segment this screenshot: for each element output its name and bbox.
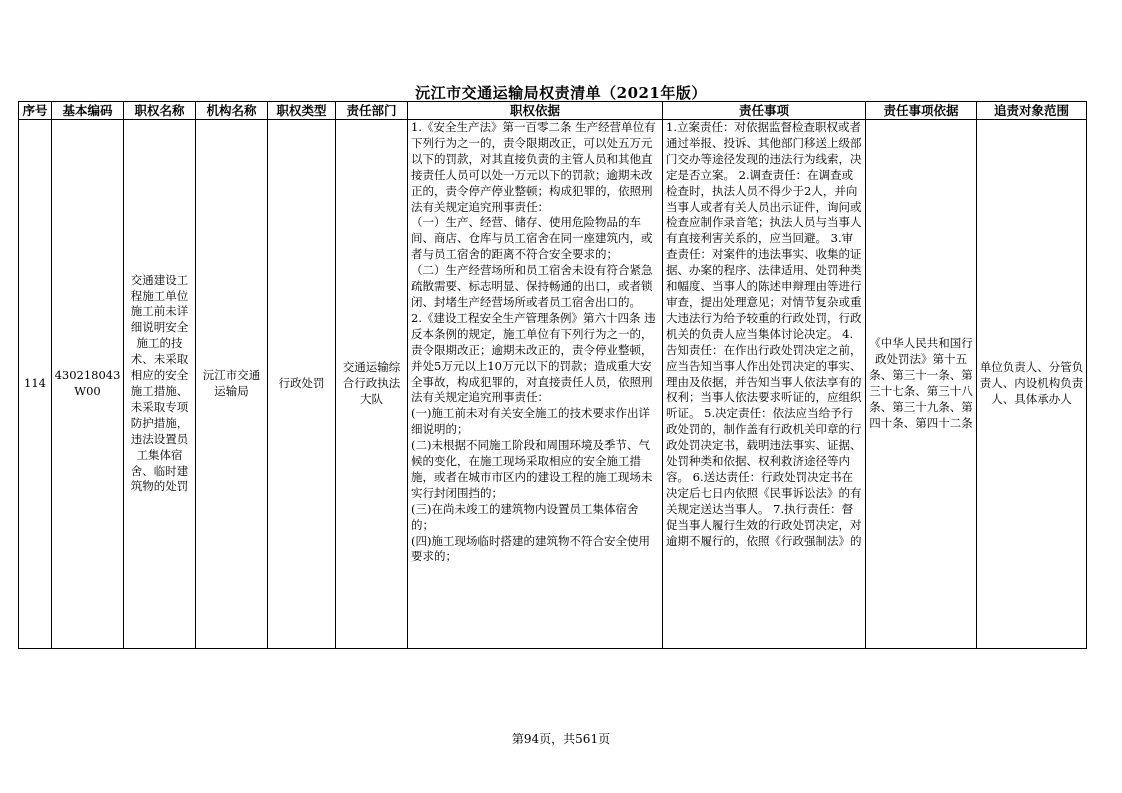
header-accountable: 追责对象范围 <box>977 102 1087 120</box>
page-number: 第94页，共561页 <box>511 732 611 746</box>
basis-paragraph: （二）生产经营场所和员工宿舍未设有符合紧急疏散需要、标志明显、保持畅通的出口，或者锁闭、封堵生产经营场所或者员工宿舍出口的。 <box>411 263 653 309</box>
power-list-table <box>18 101 1087 649</box>
cell-code: 430218043W00 <box>52 120 124 649</box>
header-index: 序号 <box>19 102 52 120</box>
header-power-name: 职权名称 <box>124 102 196 120</box>
header-duty-basis: 责任事项依据 <box>866 102 977 120</box>
cell-duty-basis: 《中华人民共和国行政处罚法》第十五条、第三十一条、第三十七条、第三十八条、第三十九条、第四十条、第四十二条 <box>866 120 977 649</box>
basis-paragraph: (一)施工前未对有关安全施工的技术要求作出详细说明的； <box>411 406 650 437</box>
page-title: 沅江市交通运输局权责清单（2021年版） <box>415 84 707 102</box>
cell-agency: 沅江市交通运输局 <box>196 120 268 649</box>
cell-department: 交通运输综合行政执法大队 <box>336 120 408 649</box>
table-row <box>19 120 1087 649</box>
header-basis: 职权依据 <box>408 102 663 120</box>
header-code: 基本编码 <box>52 102 124 120</box>
header-duties: 责任事项 <box>663 102 866 120</box>
header-agency: 机构名称 <box>196 102 268 120</box>
table-header-row <box>19 102 1087 120</box>
cell-power-name: 交通建设工程施工单位施工前未详细说明安全施工的技术、未采取相应的安全施工措施、未采取专项防护措施，违法设置员工集体宿舍、临时建筑物的处罚 <box>124 120 196 649</box>
cell-power-type: 行政处罚 <box>268 120 336 649</box>
basis-paragraph: (四)施工现场临时搭建的建筑物不符合安全使用要求的； <box>411 533 650 564</box>
basis-paragraph: 2.《建设工程安全生产管理条例》第六十四条 违反本条例的规定，施工单位有下列行为之一的，责令限期改正；逾期未改正的，责令停业整顿，并处5万元以上10万元以下的罚款；造成重大安全事故，构成犯罪的，对直接责任人员，依照刑法有关规定追究刑事责任： <box>411 310 656 405</box>
header-power-type: 职权类型 <box>268 102 336 120</box>
cell-basis <box>408 120 663 649</box>
cell-accountable: 单位负责人、分管负责人、内设机构负责人、具体承办人 <box>977 120 1087 649</box>
basis-paragraph: 1.《安全生产法》第一百零二条 生产经营单位有下列行为之一的，责令限期改正，可以处五万元以下的罚款，对其直接负责的主管人员和其他直接责任人员可以处一万元以下的罚款；逾期未改正的，责令停产停业整顿；构成犯罪的，依照刑法有关规定追究刑事责任： <box>411 120 656 214</box>
basis-paragraph: （一）生产、经营、储存、使用危险物品的车间、商店、仓库与员工宿舍在同一座建筑内，或者与员工宿舍的距离不符合安全要求的； <box>411 215 653 262</box>
header-department: 责任部门 <box>336 102 408 120</box>
cell-duties: 1.立案责任：对依据监督检查职权或者通过举报、投诉、其他部门移送上级部门交办等途径发现的违法行为线索，决定是否立案。 2.调查责任：在调查或检查时，执法人员不得少于2人，并向当事人或者有关人员出示证件，询问或检查应制作录音笔；执法人员与当事人有直接利害关系的，应当回避。 3.审查责任：对案件的违法事实、收集的证据、办案的程序、法律适用、处罚种类和幅度、当事人的陈述申辩理由等进行审查，提出处理意见；对情节复杂或重大违法行为给予较重的行政处罚，行政机关的负责人应当集体讨论决定。 4.告知责任：在作出行政处罚决定之前，应当告知当事人作出处罚决定的事实、理由及依据，并告知当事人依法享有的权利；当事人依法要求听证的，应组织听证。 5.决定责任：依法应当给予行政处罚的，制作盖有行政机关印章的行政处罚决定书，载明违法事实、证据、处罚种类和依据、权利救济途径等内容。 6.送达责任：行政处罚决定书在决定后七日内依照《民事诉讼法》的有关规定送达当事人。 7.执行责任：督促当事人履行生效的行政处罚决定，对逾期不履行的，依照《行政强制法》的 <box>663 120 866 649</box>
cell-index: 114 <box>19 120 52 649</box>
basis-paragraph: (二)未根据不同施工阶段和周围环境及季节、气候的变化，在施工现场采取相应的安全施工措施，或者在城市市区内的建设工程的施工现场未实行封闭围挡的； <box>411 438 653 500</box>
basis-paragraph: (三)在尚未竣工的建筑物内设置员工集体宿舍的； <box>411 501 639 532</box>
